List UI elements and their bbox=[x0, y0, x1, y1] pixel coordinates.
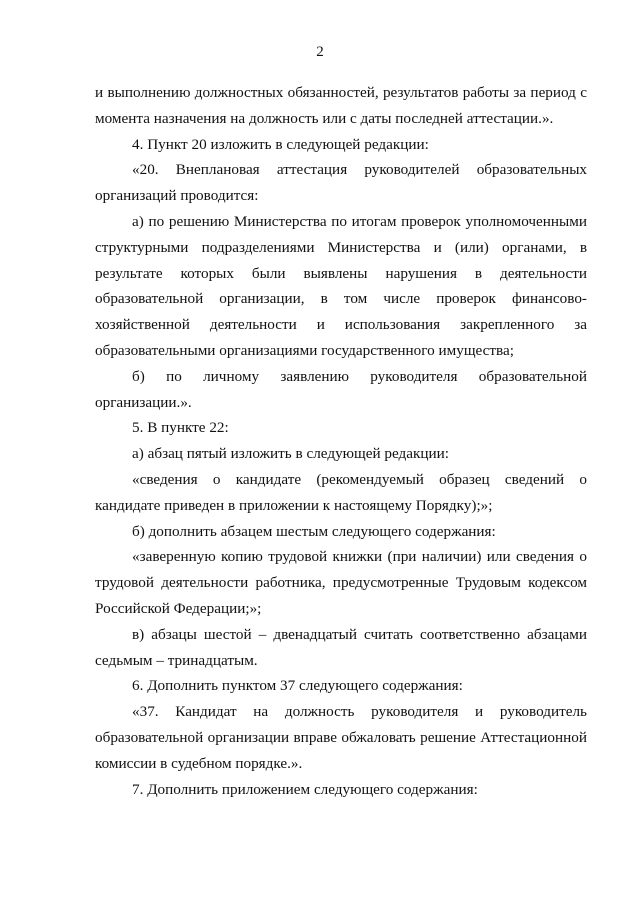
paragraph-item-5v: в) абзацы шестой – двенадцатый считать соответственно абзацами седьмым – тринадцатым. bbox=[95, 625, 587, 669]
document-body bbox=[95, 80, 587, 802]
paragraph-continuation: и выполнению должностных обязанностей, результатов работы за период с момента назначения на должность или с даты последней аттестации.». bbox=[95, 84, 587, 127]
paragraph-item-5: 5. В пункте 22: bbox=[132, 419, 229, 437]
paragraph-item-5b: б) дополнить абзацем шестым следующего содержания: bbox=[132, 522, 496, 540]
paragraph-item-20: «20. Внеплановая аттестация руководителей образовательных организаций проводится: bbox=[95, 161, 587, 205]
paragraph-item-5a: а) абзац пятый изложить в следующей редакции: bbox=[132, 445, 449, 463]
paragraph-item-4: 4. Пункт 20 изложить в следующей редакции: bbox=[132, 135, 429, 153]
paragraph-item-7: 7. Дополнить приложением следующего содержания: bbox=[132, 780, 478, 798]
paragraph-quote-labor-book: «заверенную копию трудовой книжки (при наличии) или сведения о трудовой деятельности работника, предусмотренные Трудовым кодексом Российской Федерации;»; bbox=[95, 548, 587, 617]
paragraph-item-6: 6. Дополнить пунктом 37 следующего содержания: bbox=[132, 677, 463, 695]
paragraph-subitem-a: а) по решению Министерства по итогам проверок уполномоченными структурными подразделениями Министерства и (или) органами, в результате которых были выявлены нарушения в деятельности образовательной организации, в том числе проверок финансово-хозяйственной деятельности и использования закрепленного за образовательными организациями государственного имущества; bbox=[95, 212, 587, 359]
paragraph-subitem-b: б) по личному заявлению руководителя образовательной организации.». bbox=[95, 367, 587, 411]
paragraph-quote-37: «37. Кандидат на должность руководителя и руководитель образовательной организации вправе обжаловать решение Аттестационной комиссии в судебном порядке.». bbox=[95, 703, 587, 772]
page-number: 2 bbox=[316, 44, 324, 60]
paragraph-quote-candidate: «сведения о кандидате (рекомендуемый образец сведений о кандидате приведен в приложении к настоящему Порядку);»; bbox=[95, 470, 587, 514]
